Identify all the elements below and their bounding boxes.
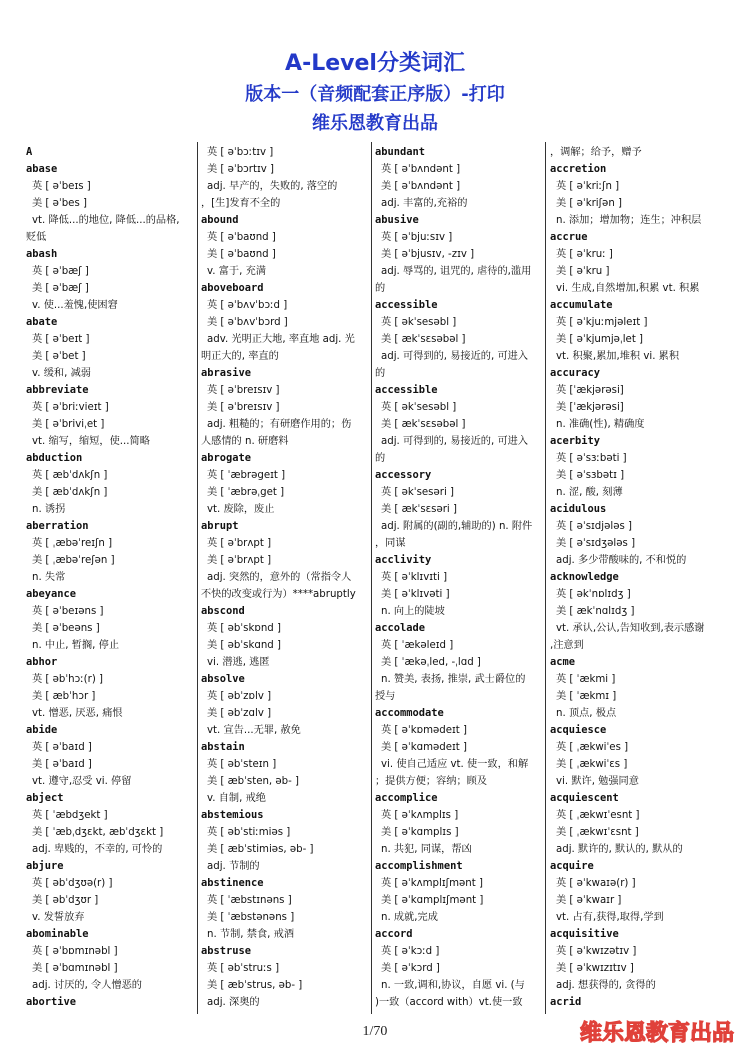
- entry-line: n. 添加；增加物；连生；冲积层: [556, 215, 702, 226]
- headword: acclivity: [375, 554, 432, 566]
- entry-line: 美 [ ˌækwiˈɛs ]: [556, 759, 628, 770]
- headword: abhor: [26, 656, 58, 668]
- headword: aberration: [26, 520, 89, 532]
- entry-line: 英 [ ˈæbstɪnəns ]: [207, 895, 292, 906]
- entry-line: v. 发誓放弃: [32, 912, 85, 923]
- entry-line: 英 [ əbˈskɒnd ]: [207, 623, 281, 634]
- entry-line: v. 缓和, 减弱: [32, 368, 91, 379]
- entry-line: 英 [ əkˈsesəri ]: [381, 487, 454, 498]
- document-subtitle: 版本一（音频配套正序版）-打印: [245, 84, 505, 105]
- entry-line: vt. 承认,公认,告知收到,表示感谢: [556, 623, 705, 634]
- entry-line: 英 [ əˈbʌvˈbɔːd ]: [207, 300, 288, 311]
- entry-line: 美 [ əbˈzɑlv ]: [207, 708, 272, 719]
- entry-line: )一致（accord with）vt.使一致: [375, 997, 523, 1008]
- entry-line: adv. 光明正大地, 率直地 adj. 光: [207, 334, 355, 345]
- entry-line: 美 [ əˈbes ]: [32, 198, 87, 209]
- headword: absolve: [201, 673, 245, 685]
- entry-line: 美 [ əˈbriviˌet ]: [32, 419, 105, 430]
- entry-line: v. 富于, 充满: [207, 266, 266, 277]
- entry-line: 英 [ əˈbaʊnd ]: [207, 232, 276, 243]
- entry-line: 美 [ əˈkwɪzɪtɪv ]: [556, 963, 634, 974]
- entry-line: adj. 深奥的: [207, 997, 260, 1008]
- entry-line: vt. 废除，废止: [207, 504, 275, 515]
- entry-line: adj. 想获得的, 贪得的: [556, 980, 656, 991]
- entry-line: 美 [ əbˈdʒʊr ]: [32, 895, 99, 906]
- entry-line: 英 [ əˈbjuːsɪv ]: [381, 232, 453, 243]
- entry-line: vi. 默许, 勉强同意: [556, 776, 639, 787]
- entry-line: adj. 节制的: [207, 861, 260, 872]
- headword: abide: [26, 724, 58, 736]
- entry-line: n. 中止, 暂搁, 停止: [32, 640, 120, 651]
- entry-line: 英 [ ˌæbəˈreɪʃn ]: [32, 538, 113, 549]
- headword: abrasive: [201, 367, 252, 379]
- entry-line: 美 [ əˈkɔrd ]: [381, 963, 440, 974]
- entry-line: vt. 遵守,忍受 vi. 停留: [32, 776, 132, 787]
- entry-line: 美 [ əˈbaɪd ]: [32, 759, 92, 770]
- entry-line: vt. 降低...的地位, 降低...的品格,: [32, 215, 180, 226]
- entry-line: adj. 粗糙的；有研磨作用的；伤: [207, 419, 352, 430]
- headword: acrid: [550, 996, 582, 1008]
- entry-line: 英 [ əˈkjuːmjəleɪt ]: [556, 317, 648, 328]
- headword: accessible: [375, 299, 438, 311]
- entry-line: 美 [ əbˈskɑnd ]: [207, 640, 281, 651]
- vocab-column-1: [26, 144, 192, 1014]
- headword: abstinence: [201, 877, 264, 889]
- headword: accuracy: [550, 367, 601, 379]
- headword: accommodate: [375, 707, 444, 719]
- entry-line: 美 [ əˈkɑmplɪʃmənt ]: [381, 895, 484, 906]
- entry-line: 美 [ ˈæbstənəns ]: [207, 912, 295, 923]
- entry-line: 美 [ ˈæbˌdʒɛkt, æbˈdʒɛkt ]: [32, 827, 164, 838]
- entry-line: 英 [ əˈkɒmədeɪt ]: [381, 725, 467, 736]
- entry-line: 英 [ əˈbreɪsɪv ]: [207, 385, 280, 396]
- entry-line: adj. 早产的，失败的, 落空的: [207, 181, 338, 192]
- headword: abominable: [26, 928, 89, 940]
- headword: abase: [26, 163, 58, 175]
- entry-line: vt. 占有,获得,取得,学到: [556, 912, 664, 923]
- headword: abound: [201, 214, 239, 226]
- entry-line: 美 [ əˈkwaɪr ]: [556, 895, 622, 906]
- entry-line: 英 [ ˈæbrəgeɪt ]: [207, 470, 286, 481]
- entry-line: 英 [ əˈbriːvieɪt ]: [32, 402, 109, 413]
- headword: acknowledge: [550, 571, 619, 583]
- entry-line: 美 [ æbˈstimiəs, əb- ]: [207, 844, 314, 855]
- entry-line: 英 [ əˈbeɪt ]: [32, 334, 90, 345]
- entry-line: ；提供方便；容纳；顾及: [375, 776, 488, 787]
- headword: accretion: [550, 163, 607, 175]
- entry-line: 英 [ əbˈsteɪn ]: [207, 759, 277, 770]
- entry-line: 美 [ əˈbʌvˈbɔrd ]: [207, 317, 288, 328]
- entry-line: vt. 憎恶, 厌恶, 痛恨: [32, 708, 123, 719]
- entry-line: adj. 可得到的, 易接近的, 可进入: [381, 351, 529, 362]
- entry-line: 美 [ əˈkɑmədeɪt ]: [381, 742, 467, 753]
- entry-line: vt. 宣告...无罪, 赦免: [207, 725, 301, 736]
- publisher-line: 维乐恩教育出品: [312, 113, 438, 134]
- vocab-column-4: [550, 144, 722, 1014]
- entry-line: adj. 丰富的,充裕的: [381, 198, 468, 209]
- entry-line: 美 [ əˈklɪvəti ]: [381, 589, 450, 600]
- headword: aboveboard: [201, 282, 264, 294]
- headword: abusive: [375, 214, 419, 226]
- headword: acquisitive: [550, 928, 619, 940]
- headword: accomplice: [375, 792, 438, 804]
- entry-line: 英 [ əbˈstruːs ]: [207, 963, 280, 974]
- entry-line: 美 [ˈækjərəsi]: [556, 402, 624, 413]
- entry-line: 美 [ ˈækəˌled, -ˌlɑd ]: [381, 657, 481, 668]
- headword: abrupt: [201, 520, 239, 532]
- entry-line: n. 失常: [32, 572, 66, 583]
- entry-line: 美 [ əˈsɪdʒələs ]: [556, 538, 636, 549]
- entry-line: n. 一致,调和,协议，自愿 vi. (与: [381, 980, 525, 991]
- entry-line: 英 [ əkˈsesəbl ]: [381, 402, 457, 413]
- entry-line: 美 [ əˈbæʃ ]: [32, 283, 89, 294]
- entry-line: adj. 讨厌的, 令人憎恶的: [32, 980, 142, 991]
- entry-line: n. 涩, 酸, 刻薄: [556, 487, 623, 498]
- headword: abbreviate: [26, 384, 89, 396]
- headword: accessible: [375, 384, 438, 396]
- entry-line: 美 [ ækˈsɛsəbəl ]: [381, 419, 466, 430]
- entry-line: 美 [ əˈkru ]: [556, 266, 610, 277]
- entry-line: 英 [ ˈækəleɪd ]: [381, 640, 454, 651]
- entry-line: 美 [ əˈkriʃən ]: [556, 198, 622, 209]
- column-divider: [197, 142, 198, 1014]
- headword: abjure: [26, 860, 64, 872]
- headword: acquiesce: [550, 724, 607, 736]
- headword: acquire: [550, 860, 594, 872]
- entry-line: 英 [ ˌækwɪˈesnt ]: [556, 810, 640, 821]
- entry-line: n. 准确(性), 精确度: [556, 419, 645, 430]
- entry-line: 英 [ əˈkwaɪə(r) ]: [556, 878, 636, 889]
- entry-line: 的: [375, 453, 386, 464]
- entry-line: 英 [ ˌækwiˈes ]: [556, 742, 629, 753]
- entry-line: adj. 可得到的, 易接近的, 可进入: [381, 436, 529, 447]
- entry-line: ,注意到: [550, 640, 584, 651]
- entry-line: 英 [ əˈbeɪs ]: [32, 181, 91, 192]
- column-divider: [371, 142, 372, 1014]
- entry-line: 英 [ˈækjərəsi]: [556, 385, 624, 396]
- entry-line: 美 [ ækˈsɛsəri ]: [381, 504, 457, 515]
- headword: acerbity: [550, 435, 601, 447]
- entry-line: 英 [ əˈkɔːd ]: [381, 946, 440, 957]
- headword: accrue: [550, 231, 588, 243]
- entry-line: 授与: [375, 691, 396, 702]
- entry-line: ，[生]发育不全的: [201, 198, 281, 209]
- entry-line: 美 [ ˈæbrəˌget ]: [207, 487, 285, 498]
- entry-line: 英 [ əˈbɒmɪnəbl ]: [32, 946, 118, 957]
- entry-line: 美 [ əˈbɑmɪnəbl ]: [32, 963, 118, 974]
- entry-line: 英 [ əbˈhɔː(r) ]: [32, 674, 104, 685]
- entry-line: 美 [ əˈbjusɪv, -zɪv ]: [381, 249, 475, 260]
- entry-line: 美 [ æbˈhɔr ]: [32, 691, 96, 702]
- entry-line: 贬低: [26, 232, 47, 243]
- entry-line: 美 [ ækˈnɑlɪdʒ ]: [556, 606, 635, 617]
- entry-line: 英 [ əbˈstiːmiəs ]: [207, 827, 291, 838]
- entry-line: ，调解；给予，赠予: [550, 147, 642, 158]
- headword: abeyance: [26, 588, 77, 600]
- entry-line: 英 [ əˈkwɪzətɪv ]: [556, 946, 637, 957]
- entry-line: 不快的改变或行为）****abruptly: [201, 589, 356, 600]
- entry-line: v. 使...羞愧,使困窘: [32, 300, 118, 311]
- column-divider: [545, 142, 546, 1014]
- entry-line: 英 [ æbˈdʌkʃn ]: [32, 470, 108, 481]
- entry-line: 美 [ æbˈstrus, əb- ]: [207, 980, 303, 991]
- entry-line: n. 成就,完成: [381, 912, 438, 923]
- entry-line: 英 [ əˈbaɪd ]: [32, 742, 92, 753]
- entry-line: 英 [ əˈbʌndənt ]: [381, 164, 461, 175]
- entry-line: adj. 多少带酸味的, 不和悦的: [556, 555, 687, 566]
- entry-line: 美 [ æbˈdʌkʃn ]: [32, 487, 108, 498]
- entry-line: 英 [ əˈbæʃ ]: [32, 266, 89, 277]
- entry-line: 英 [ ˈækmi ]: [556, 674, 616, 685]
- entry-line: 美 [ əˈbreɪsɪv ]: [207, 402, 280, 413]
- headword: abrogate: [201, 452, 252, 464]
- entry-line: 人感情的 n. 研磨料: [201, 436, 289, 447]
- headword: abstemious: [201, 809, 264, 821]
- entry-line: 英 [ əˈkʌmplɪs ]: [381, 810, 459, 821]
- entry-line: 美 [ ækˈsɛsəbəl ]: [381, 334, 466, 345]
- entry-line: 美 [ əˈbʌndənt ]: [381, 181, 461, 192]
- watermark-logo: 维乐恩教育出品: [579, 1021, 734, 1046]
- entry-line: adj. 附属的(副的,辅助的) n. 附件: [381, 521, 533, 532]
- entry-line: 英 [ əˈkʌmplɪʃmənt ]: [381, 878, 483, 889]
- entry-line: 美 [ əˈbaʊnd ]: [207, 249, 276, 260]
- entry-line: 英 [ əkˈnɒlɪdʒ ]: [556, 589, 631, 600]
- entry-line: 美 [ əˈbɔrtɪv ]: [207, 164, 274, 175]
- entry-line: adj. 卑贱的，不幸的, 可怜的: [32, 844, 163, 855]
- headword: accessory: [375, 469, 432, 481]
- headword: abject: [26, 792, 64, 804]
- entry-line: 英 [ əˈsɪdjələs ]: [556, 521, 632, 532]
- entry-line: n. 赞美, 表扬, 推崇, 武士爵位的: [381, 674, 526, 685]
- entry-line: 英 [ ˈæbdʒekt ]: [32, 810, 108, 821]
- entry-line: n. 向上的陡坡: [381, 606, 445, 617]
- entry-line: n. 节制, 禁食, 戒酒: [207, 929, 295, 940]
- entry-line: adj. 辱骂的, 诅咒的, 虐待的,滥用: [381, 266, 532, 277]
- entry-line: 英 [ əˈbrʌpt ]: [207, 538, 272, 549]
- entry-line: n. 诱拐: [32, 504, 66, 515]
- entry-line: 美 [ ˌækwɪˈɛsnt ]: [556, 827, 639, 838]
- entry-line: n. 共犯, 同谋，帮凶: [381, 844, 472, 855]
- entry-line: 英 [ əˈbeɪəns ]: [32, 606, 104, 617]
- entry-line: vt. 积聚,累加,堆积 vi. 累积: [556, 351, 680, 362]
- entry-line: adj. 默许的, 默认的, 默从的: [556, 844, 683, 855]
- entry-line: vi. 潜逃, 逃匿: [207, 657, 270, 668]
- entry-line: 英 [ əˈklɪvɪti ]: [381, 572, 448, 583]
- document-title: A-Level分类词汇: [285, 51, 465, 76]
- entry-line: 英 [ əbˈzɒlv ]: [207, 691, 272, 702]
- entry-line: 美 [ əˈbeəns ]: [32, 623, 100, 634]
- headword: abate: [26, 316, 58, 328]
- headword: accumulate: [550, 299, 613, 311]
- entry-line: 美 [ əˈkɑmplɪs ]: [381, 827, 459, 838]
- entry-line: 英 [ əkˈsesəbl ]: [381, 317, 457, 328]
- page-number: 1/70: [362, 1024, 388, 1039]
- entry-line: 美 [ əˈkjumjəˌlet ]: [556, 334, 644, 345]
- entry-line: n. 顶点, 极点: [556, 708, 617, 719]
- entry-line: v. 自制, 戒绝: [207, 793, 266, 804]
- entry-line: 英 [ əˈkruː ]: [556, 249, 613, 260]
- vocab-column-2: [201, 144, 366, 1014]
- entry-line: ，同谋: [375, 538, 406, 549]
- entry-line: 美 [ əˈbrʌpt ]: [207, 555, 272, 566]
- headword: acidulous: [550, 503, 607, 515]
- headword: abortive: [26, 996, 77, 1008]
- entry-line: adj. 突然的，意外的（常指令人: [207, 572, 352, 583]
- headword: acquiescent: [550, 792, 619, 804]
- entry-line: 英 [ əbˈdʒʊə(r) ]: [32, 878, 113, 889]
- entry-line: 美 [ əˈbet ]: [32, 351, 86, 362]
- entry-line: 英 [ əˈbɔːtɪv ]: [207, 147, 274, 158]
- vocab-column-3: [375, 144, 542, 1014]
- headword: acme: [550, 656, 576, 668]
- headword: accord: [375, 928, 413, 940]
- headword: abundant: [375, 146, 426, 158]
- headword: A: [26, 146, 33, 158]
- entry-line: 英 [ əˈkriːʃn ]: [556, 181, 620, 192]
- headword: accolade: [375, 622, 426, 634]
- headword: accomplishment: [375, 860, 463, 872]
- entry-line: vi. 生成,自然增加,积累 vt. 积累: [556, 283, 700, 294]
- headword: abash: [26, 248, 58, 260]
- entry-line: 的: [375, 283, 386, 294]
- entry-line: 美 [ æbˈsten, əb- ]: [207, 776, 300, 787]
- headword: abstain: [201, 741, 245, 753]
- entry-line: 美 [ ˈækmɪ ]: [556, 691, 617, 702]
- headword: abstruse: [201, 945, 252, 957]
- entry-line: 美 [ ˌæbəˈreʃən ]: [32, 555, 115, 566]
- headword: abduction: [26, 452, 83, 464]
- entry-line: 明正大的, 率直的: [201, 351, 279, 362]
- headword: abscond: [201, 605, 245, 617]
- entry-line: 英 [ əˈsɜːbəti ]: [556, 453, 627, 464]
- entry-line: 美 [ əˈsɜbətɪ ]: [556, 470, 625, 481]
- entry-line: 的: [375, 368, 386, 379]
- entry-line: vi. 使自己适应 vt. 使一致，和解: [381, 759, 529, 770]
- entry-line: vt. 缩写，缩短，使...简略: [32, 436, 150, 447]
